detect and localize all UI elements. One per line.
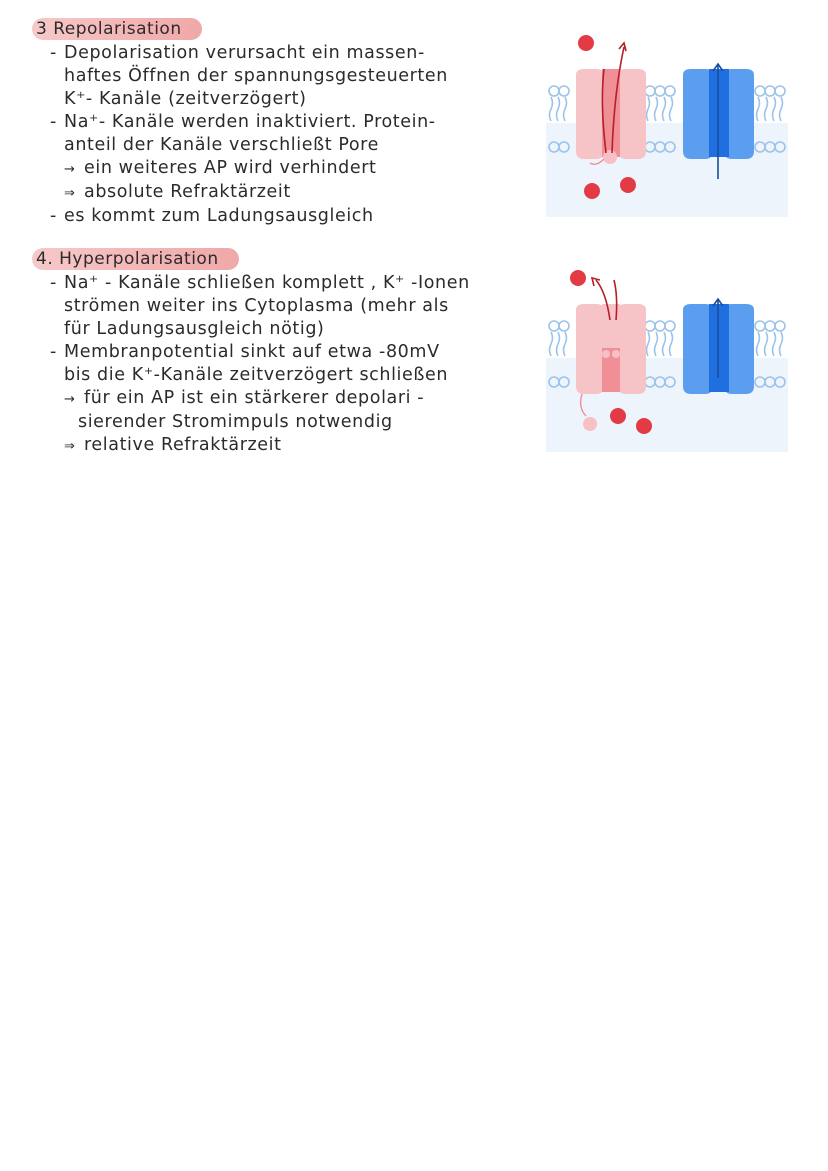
text-line: haftes Öffnen der spannungsgesteuerten [64,66,448,86]
section-repolarisation [32,18,537,228]
dash-bullet: - [50,342,57,362]
double-arrow-icon: ⇒ [64,186,76,201]
ion-sodium [570,270,586,286]
ion-potassium [584,183,600,199]
figure-hyperpolarisation-channels [546,258,788,452]
text-line: strömen weiter ins Cytoplasma (mehr als [64,296,449,316]
ion-sodium [578,35,594,51]
na-channel [576,69,646,164]
text-line: ⇒ absolute Refraktärzeit [32,181,537,205]
section-hyperpolarisation [32,248,537,458]
text-line: - Na⁺ - Kanäle schließen komplett , K⁺ -Ionen [50,273,470,293]
ion-potassium [610,408,626,424]
text-line: → ein weiteres AP wird verhindert [32,157,537,181]
dash-bullet: - [50,206,57,226]
text-line: - Membranpotential sinkt auf etwa -80mV [50,342,440,362]
text-line: bis die K⁺-Kanäle zeitverzögert schließen [64,365,449,385]
text-line: → für ein AP ist ein stärkerer depolari - [32,387,537,411]
heading-hyperpolarisation: 4. Hyperpolarisation [32,248,239,270]
heading-repolarisation: 3 Repolarisation [32,18,202,40]
dash-bullet: - [50,43,57,63]
ion-potassium [636,418,652,434]
ion-potassium [620,177,636,193]
text-line: - es kommt zum Ladungsausgleich [50,206,374,226]
double-arrow-icon: ⇒ [64,439,76,454]
text-line: ⇒ relative Refraktärzeit [32,434,537,458]
text-line: anteil der Kanäle verschließt Pore [64,135,379,155]
arrow-right-icon: → [64,392,76,407]
dash-bullet: - [50,112,57,132]
arrow-right-icon: → [64,162,76,177]
text-line: K⁺- Kanäle (zeitverzögert) [64,89,307,109]
text-line: - Na⁺- Kanäle werden inaktiviert. Protein- [50,112,436,132]
dash-bullet: - [50,273,57,293]
text-line: für Ladungsausgleich nötig) [64,319,325,339]
text-line: - Depolarisation verursacht ein massen- [50,43,425,63]
k-channel [683,299,754,394]
figure-repolarisation-channels [546,23,788,217]
text-line: sierender Stromimpuls notwendig [78,412,393,432]
